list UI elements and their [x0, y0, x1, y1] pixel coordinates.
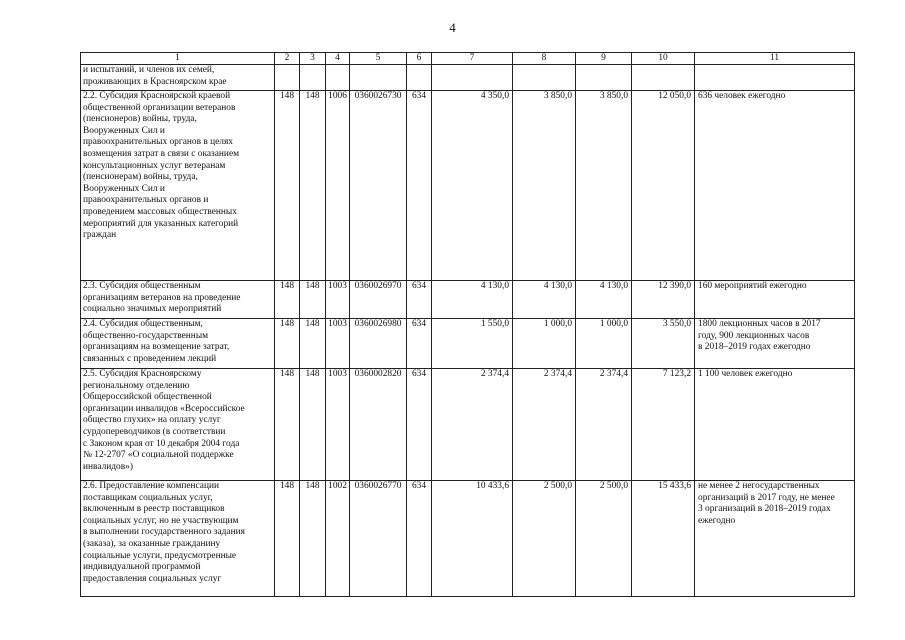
row-result-line: 160 мероприятий ежегодно	[698, 281, 807, 291]
column-header: 4	[326, 53, 350, 65]
cell-c8: 1 000,0	[513, 319, 576, 369]
cell-c9: 2 374,4	[576, 369, 632, 481]
row-name-line: в выполнении государственного задания	[83, 527, 245, 538]
table-row	[81, 281, 855, 319]
column-header: 2	[275, 53, 300, 65]
row-result-line: году, 900 лекционных часов	[698, 330, 810, 341]
row-name-line: 2.4. Субсидия общественным,	[83, 319, 203, 329]
cell-c3: 148	[300, 319, 326, 369]
column-header: 5	[350, 53, 407, 65]
cell-c2: 148	[275, 319, 300, 369]
cell-c9: 3 850,0	[576, 91, 632, 281]
cell-c4: 1006	[326, 91, 350, 281]
column-header: 6	[407, 53, 432, 65]
cell-c7: 2 374,4	[432, 369, 513, 481]
cell-c2	[275, 65, 300, 91]
cell-c3: 148	[300, 481, 326, 597]
row-name-line: правоохранительных органов и	[83, 195, 209, 206]
cell-c8	[513, 65, 576, 91]
row-name-cell	[81, 481, 275, 597]
row-name-line: 2.2. Субсидия Красноярской краевой	[83, 91, 231, 101]
cell-c6: 634	[407, 91, 432, 281]
row-name-cell	[81, 65, 275, 91]
row-name-line: возмещения затрат в связи с оказанием	[83, 148, 240, 159]
row-name-line: организации инвалидов «Всероссийское	[83, 403, 245, 414]
page-number: 4	[449, 20, 456, 35]
cell-c4: 1003	[326, 369, 350, 481]
row-name-line: (заказа), за оказанные гражданину	[83, 538, 221, 549]
table-row	[81, 91, 855, 281]
table-row	[81, 481, 855, 597]
row-name-line: мероприятий для указанных категорий	[83, 218, 239, 229]
table-row	[81, 319, 855, 369]
cell-c10	[632, 65, 695, 91]
row-name-line: связанных с проведением лекций	[83, 353, 217, 364]
row-name-line: Вооруженных Сил и	[83, 183, 165, 194]
column-header: 3	[300, 53, 326, 65]
row-name-line: социально значимых мероприятий	[83, 304, 222, 315]
row-result-cell	[695, 481, 855, 597]
row-name-line: инвалидов»)	[83, 461, 133, 472]
column-header: 9	[576, 53, 632, 65]
cell-c6: 634	[407, 481, 432, 597]
cell-c7	[432, 65, 513, 91]
column-header: 1	[81, 53, 275, 65]
cell-c5	[350, 65, 407, 91]
row-result-cell	[695, 369, 855, 481]
row-name-line: организациям на возмещение затрат,	[83, 342, 230, 353]
row-result-line: 1800 лекционных часов в 2017	[698, 319, 821, 329]
cell-c4: 1003	[326, 281, 350, 319]
cell-c10: 7 123,2	[632, 369, 695, 481]
column-header: 7	[432, 53, 513, 65]
cell-c10: 12 390,0	[632, 281, 695, 319]
cell-c5: 0360026770	[350, 481, 407, 597]
budget-table	[80, 52, 855, 597]
row-name-line: организациям ветеранов на проведение	[83, 292, 241, 303]
row-name-line: социальных услуг, но не участвующим	[83, 515, 239, 526]
row-name-line: граждан	[83, 230, 117, 241]
row-name-line: общественной организации ветеранов	[83, 102, 236, 113]
row-result-cell	[695, 281, 855, 319]
cell-c5: 0360002820	[350, 369, 407, 481]
row-name-cell	[81, 281, 275, 319]
row-name-line: предоставления социальных услуг	[83, 573, 222, 584]
cell-c2: 148	[275, 369, 300, 481]
cell-c7: 1 550,0	[432, 319, 513, 369]
column-header: 11	[695, 53, 855, 65]
row-name-line: (пенсионерам) войны, труда,	[83, 172, 198, 183]
cell-c6: 634	[407, 281, 432, 319]
row-result-line: организаций в 2017 году, не менее	[698, 492, 835, 503]
row-result-cell	[695, 319, 855, 369]
cell-c6: 634	[407, 369, 432, 481]
row-name-line: с Законом края от 10 декабря 2004 года	[83, 438, 240, 449]
cell-c2: 148	[275, 481, 300, 597]
cell-c7: 4 350,0	[432, 91, 513, 281]
row-name-line: (пенсионеров) войны, труда,	[83, 114, 197, 125]
cell-c3	[300, 65, 326, 91]
cell-c6: 634	[407, 319, 432, 369]
row-name-line: 2.6. Предоставление компенсации	[83, 481, 220, 491]
cell-c4	[326, 65, 350, 91]
cell-c3: 148	[300, 369, 326, 481]
row-result-line: 3 организаций в 2018–2019 годах	[698, 504, 831, 515]
row-result-line: 1 100 человек ежегодно	[698, 369, 793, 379]
row-name-line: региональному отделению	[83, 380, 190, 391]
cell-c4: 1003	[326, 319, 350, 369]
row-result-cell	[695, 65, 855, 91]
cell-c3: 148	[300, 281, 326, 319]
cell-c4: 1002	[326, 481, 350, 597]
row-name-line: включенным в реестр поставщиков	[83, 504, 225, 515]
row-name-line: поставщикам социальных услуг,	[83, 492, 213, 503]
cell-c2: 148	[275, 91, 300, 281]
row-name-line: социальные услуги, предусмотренные	[83, 550, 237, 561]
row-result-line: 636 человек ежегодно	[698, 91, 786, 101]
cell-c8: 3 850,0	[513, 91, 576, 281]
row-name-line: сурдопереводчиков (в соответствии	[83, 426, 226, 437]
row-name-line: проживающих в Красноярском крае	[83, 76, 227, 87]
row-name-line: 2.5. Субсидия Красноярскому	[83, 369, 202, 379]
row-result-cell	[695, 91, 855, 281]
cell-c9: 4 130,0	[576, 281, 632, 319]
column-number-row	[81, 53, 855, 65]
row-name-line: № 12-2707 «О социальной поддержке	[83, 450, 234, 461]
cell-c5: 0360026970	[350, 281, 407, 319]
column-header: 10	[632, 53, 695, 65]
cell-c9	[576, 65, 632, 91]
row-name-cell	[81, 369, 275, 481]
row-name-line: Общероссийской общественной	[83, 392, 212, 403]
row-name-line: проведением массовых общественных	[83, 206, 237, 217]
cell-c7: 4 130,0	[432, 281, 513, 319]
row-name-line: консультационных услуг ветеранам	[83, 160, 226, 171]
cell-c5: 0360026980	[350, 319, 407, 369]
cell-c2: 148	[275, 281, 300, 319]
cell-c3: 148	[300, 91, 326, 281]
cell-c8: 2 500,0	[513, 481, 576, 597]
row-name-cell	[81, 91, 275, 281]
cell-c9: 1 000,0	[576, 319, 632, 369]
row-name-line: индивидуальной программой	[83, 562, 201, 573]
row-name-line: правоохранительных органов в целях	[83, 137, 233, 148]
row-result-line: ежегодно	[698, 515, 736, 526]
cell-c8: 4 130,0	[513, 281, 576, 319]
row-result-line: не менее 2 негосударственных	[698, 481, 820, 491]
cell-c10: 12 050,0	[632, 91, 695, 281]
cell-c10: 15 433,6	[632, 481, 695, 597]
cell-c10: 3 550,0	[632, 319, 695, 369]
table-row	[81, 369, 855, 481]
cell-c5: 0360026730	[350, 91, 407, 281]
cell-c6	[407, 65, 432, 91]
cell-c7: 10 433,6	[432, 481, 513, 597]
table-row	[81, 65, 855, 91]
column-header: 8	[513, 53, 576, 65]
row-name-line: и испытаний, и членов их семей,	[83, 65, 215, 75]
row-name-line: общество глухих» на оплату услуг	[83, 415, 221, 426]
row-name-line: Вооруженных Сил и	[83, 125, 165, 136]
row-result-line: в 2018–2019 годах ежегодно	[698, 342, 811, 353]
row-name-line: 2.3. Субсидия общественным	[83, 281, 201, 291]
row-name-cell	[81, 319, 275, 369]
row-name-line: общественно-государственным	[83, 330, 209, 341]
cell-c9: 2 500,0	[576, 481, 632, 597]
cell-c8: 2 374,4	[513, 369, 576, 481]
